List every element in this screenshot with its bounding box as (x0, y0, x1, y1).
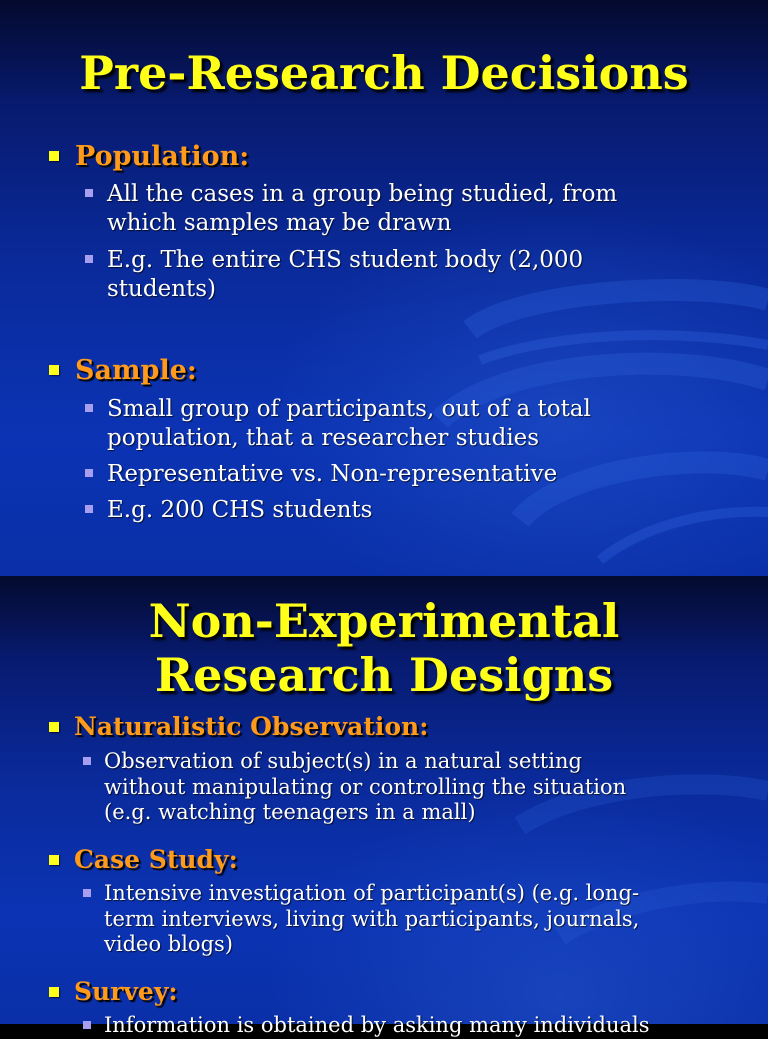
bullet-case-study (74, 845, 238, 875)
square-bullet-icon (83, 757, 91, 765)
sub-bullet (104, 881, 639, 958)
square-bullet-icon (85, 255, 93, 263)
square-bullet-icon (85, 404, 93, 412)
sub-bullet (107, 460, 557, 489)
bullet-sample (75, 355, 197, 387)
sub-bullet (104, 749, 626, 826)
sub-bullet (107, 395, 591, 453)
bullet-text: E.g. The entire CHS student body (2,000 students) (107, 247, 584, 302)
bullet-survey (74, 977, 178, 1007)
bullet-naturalistic-observation (74, 712, 428, 742)
square-bullet-icon (85, 469, 93, 477)
sub-bullet (107, 180, 617, 238)
sub-bullet (104, 1013, 650, 1039)
heading-survey: Survey: (74, 977, 178, 1006)
bullet-text: Intensive investigation of participant(s) (e.g. long- term interviews, living with participants, journals, video blogs) (104, 881, 640, 956)
bullet-text: Observation of subject(s) in a natural setting without manipulating or controlling the situation (e.g. watching teenagers in a mall) (104, 749, 627, 824)
heading-population: Population: (75, 141, 250, 172)
square-bullet-icon (83, 889, 91, 897)
square-bullet-icon (49, 987, 59, 997)
bullet-text: Information is obtained by asking many individuals (104, 1013, 650, 1037)
sub-bullet (107, 496, 372, 525)
slide-title: Non-Experimental Research Designs (148, 594, 620, 702)
bullet-text: Small group of participants, out of a total population, that a researcher studies (107, 396, 591, 451)
square-bullet-icon (85, 505, 93, 513)
bullet-population (75, 141, 249, 173)
square-bullet-icon (49, 151, 59, 161)
square-bullet-icon (49, 365, 59, 375)
square-bullet-icon (83, 1021, 91, 1029)
bullet-text: Representative vs. Non-representative (107, 461, 558, 487)
square-bullet-icon (85, 189, 93, 197)
sub-bullet (107, 246, 583, 304)
bullet-text: E.g. 200 CHS students (107, 497, 373, 523)
slide-non-experimental-research-designs (0, 576, 768, 1037)
heading-naturalistic-observation: Naturalistic Observation: (74, 712, 429, 741)
heading-case-study: Case Study: (74, 845, 238, 874)
slide-title: Pre-Research Decisions (79, 46, 689, 100)
square-bullet-icon (49, 722, 59, 732)
square-bullet-icon (49, 855, 59, 865)
bullet-text: All the cases in a group being studied, from which samples may be drawn (107, 181, 618, 236)
heading-sample: Sample: (75, 355, 197, 386)
